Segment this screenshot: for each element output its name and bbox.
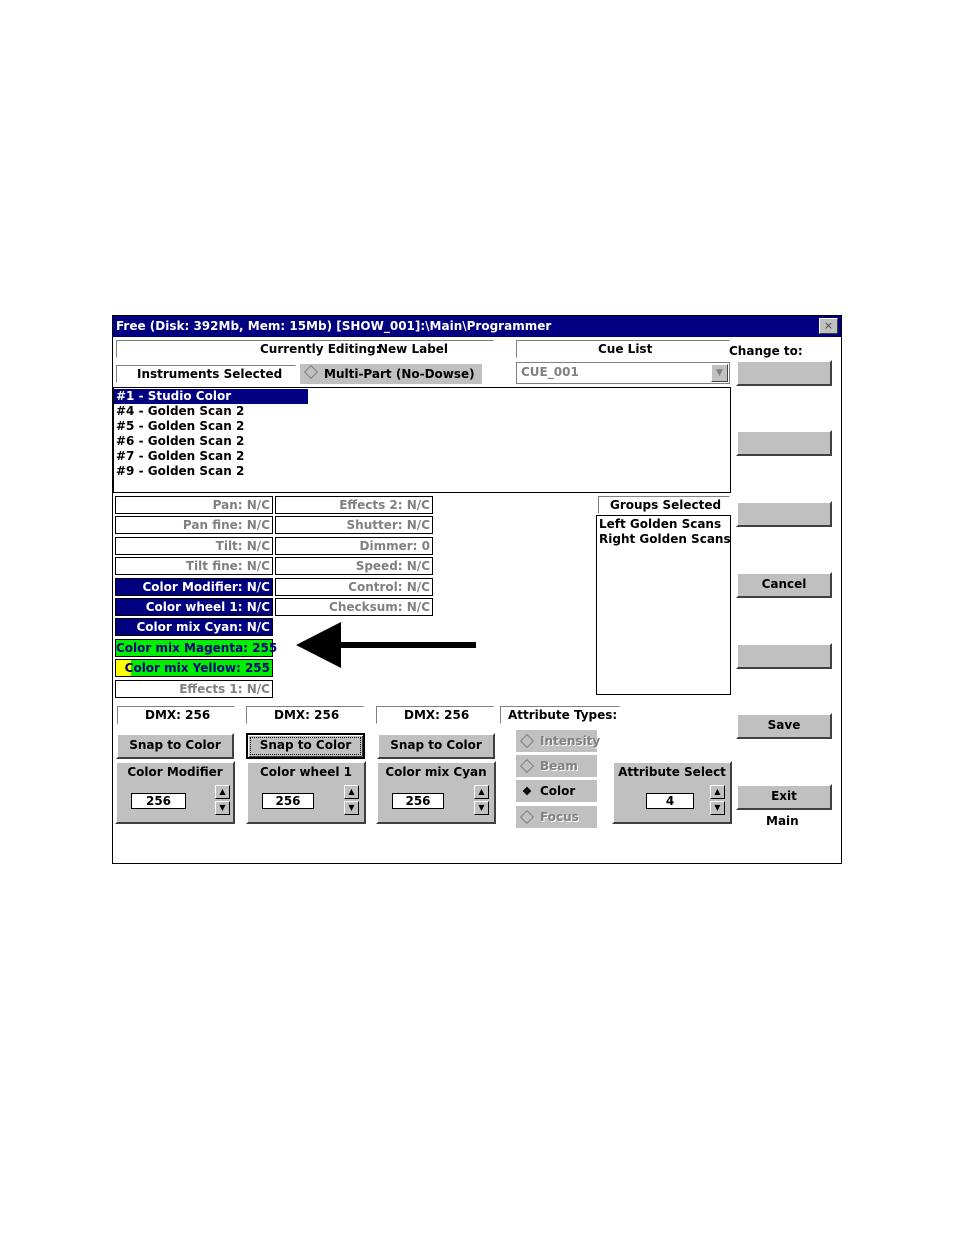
attr-effects-2[interactable]: Effects 2: N/C: [275, 496, 433, 514]
attr-shutter[interactable]: Shutter: N/C: [275, 516, 433, 534]
value-field-1[interactable]: 256: [131, 793, 186, 809]
list-item[interactable]: #9 - Golden Scan 2: [116, 464, 245, 478]
radio-focus[interactable]: [516, 806, 597, 828]
radio-intensity[interactable]: [516, 730, 601, 752]
attr-color-wheel-1[interactable]: Color wheel 1: N/C: [115, 598, 273, 616]
chevron-down-icon[interactable]: ▼: [711, 364, 728, 382]
diamond-radio-icon: [520, 809, 534, 823]
radio-color-label: Color: [540, 784, 576, 798]
groups-list[interactable]: [596, 515, 731, 695]
cue-list-value: CUE_001: [521, 365, 579, 379]
cue-list-label: Cue List: [598, 342, 653, 356]
channel-name-3: Color mix Cyan: [385, 765, 487, 779]
dmx-readout-1: DMX: 256: [145, 708, 211, 722]
spin-up-icon[interactable]: ▲: [474, 785, 489, 799]
attr-speed[interactable]: Speed: N/C: [275, 557, 433, 575]
attr-color-mix-yellow[interactable]: Color mix Yellow: 255: [115, 659, 273, 677]
attr-tilt-fine[interactable]: Tilt fine: N/C: [115, 557, 273, 575]
attribute-select-panel: [612, 761, 732, 824]
diamond-radio-icon: [520, 758, 534, 772]
spin-down-icon[interactable]: ▼: [710, 801, 725, 815]
value-field-2[interactable]: 256: [262, 793, 314, 809]
snap-to-color-button-3[interactable]: Snap to Color: [377, 733, 495, 759]
attr-checksum[interactable]: Checksum: N/C: [275, 598, 433, 616]
exit-sublabel: Main: [766, 814, 799, 828]
radio-focus-label: Focus: [540, 810, 579, 824]
cancel-button[interactable]: Cancel: [736, 572, 832, 598]
channel-name-1: Color Modifier: [127, 765, 223, 779]
spin-up-icon[interactable]: ▲: [215, 785, 230, 799]
attr-pan[interactable]: Pan: N/C: [115, 496, 273, 514]
change-to-button-5[interactable]: [736, 643, 832, 669]
editing-value[interactable]: New Label: [378, 342, 449, 356]
spin-down-icon[interactable]: ▼: [474, 801, 489, 815]
attribute-select-label: Attribute Select: [618, 765, 726, 779]
value-field-3[interactable]: 256: [392, 793, 444, 809]
list-item[interactable]: #6 - Golden Scan 2: [116, 434, 245, 448]
diamond-radio-icon: [520, 733, 534, 747]
close-button[interactable]: ×: [819, 318, 838, 334]
spin-up-icon[interactable]: ▲: [344, 785, 359, 799]
attr-control[interactable]: Control: N/C: [275, 578, 433, 596]
color-mix-cyan-panel: [376, 761, 496, 824]
list-item[interactable]: #7 - Golden Scan 2: [116, 449, 245, 463]
multipart-toggle[interactable]: [300, 364, 482, 384]
diamond-radio-icon: [304, 364, 318, 378]
attr-color-modifier[interactable]: Color Modifier: N/C: [115, 578, 273, 596]
editing-label: Currently Editing:: [260, 342, 381, 356]
list-item[interactable]: #4 - Golden Scan 2: [116, 404, 245, 418]
change-to-button-2[interactable]: [736, 430, 832, 456]
spin-down-icon[interactable]: ▼: [344, 801, 359, 815]
attr-tilt[interactable]: Tilt: N/C: [115, 537, 273, 555]
change-to-label: Change to:: [729, 344, 803, 358]
attr-color-mix-cyan[interactable]: Color mix Cyan: N/C: [115, 618, 273, 636]
diamond-radio-checked-icon: [523, 786, 531, 794]
save-button[interactable]: Save: [736, 713, 832, 739]
groups-header: Groups Selected: [610, 498, 722, 512]
radio-beam-label: Beam: [540, 759, 578, 773]
radio-intensity-label: Intensity: [540, 734, 601, 748]
snap-to-color-button-2[interactable]: Snap to Color: [246, 733, 365, 759]
instruments-header: Instruments Selected: [137, 367, 283, 381]
attr-dimmer[interactable]: Dimmer: 0: [275, 537, 433, 555]
list-item[interactable]: Right Golden Scans: [599, 532, 731, 546]
attr-color-mix-magenta[interactable]: Color mix Magenta: 255: [116, 641, 278, 655]
spin-down-icon[interactable]: ▼: [215, 801, 230, 815]
radio-beam[interactable]: [516, 755, 597, 777]
dmx-readout-2: DMX: 256: [274, 708, 340, 722]
window-title: Free (Disk: 392Mb, Mem: 15Mb) [SHOW_001]:\Main\Programmer: [113, 316, 841, 337]
attr-effects-1[interactable]: Effects 1: N/C: [115, 680, 273, 698]
cue-list-dropdown[interactable]: [516, 362, 730, 384]
list-item[interactable]: Left Golden Scans: [599, 517, 722, 531]
snap-to-color-button-1[interactable]: Snap to Color: [116, 733, 234, 759]
exit-button[interactable]: Exit: [736, 784, 832, 810]
change-to-button-1[interactable]: [736, 360, 832, 386]
arrow-left-icon: [296, 622, 478, 668]
color-wheel-panel: [246, 761, 366, 824]
channel-name-2: Color wheel 1: [259, 765, 353, 779]
attr-pan-fine[interactable]: Pan fine: N/C: [115, 516, 273, 534]
radio-color[interactable]: [516, 780, 597, 802]
attribute-select-value[interactable]: 4: [646, 793, 694, 809]
dmx-readout-3: DMX: 256: [404, 708, 470, 722]
list-item[interactable]: #1 - Studio Color: [114, 389, 308, 404]
color-modifier-panel: [115, 761, 235, 824]
list-item[interactable]: #5 - Golden Scan 2: [116, 419, 245, 433]
spin-up-icon[interactable]: ▲: [710, 785, 725, 799]
instruments-list[interactable]: [113, 387, 731, 493]
change-to-button-3[interactable]: [736, 501, 832, 527]
multipart-label: Multi-Part (No-Dowse): [324, 367, 475, 381]
attribute-types-label: Attribute Types:: [508, 708, 618, 722]
